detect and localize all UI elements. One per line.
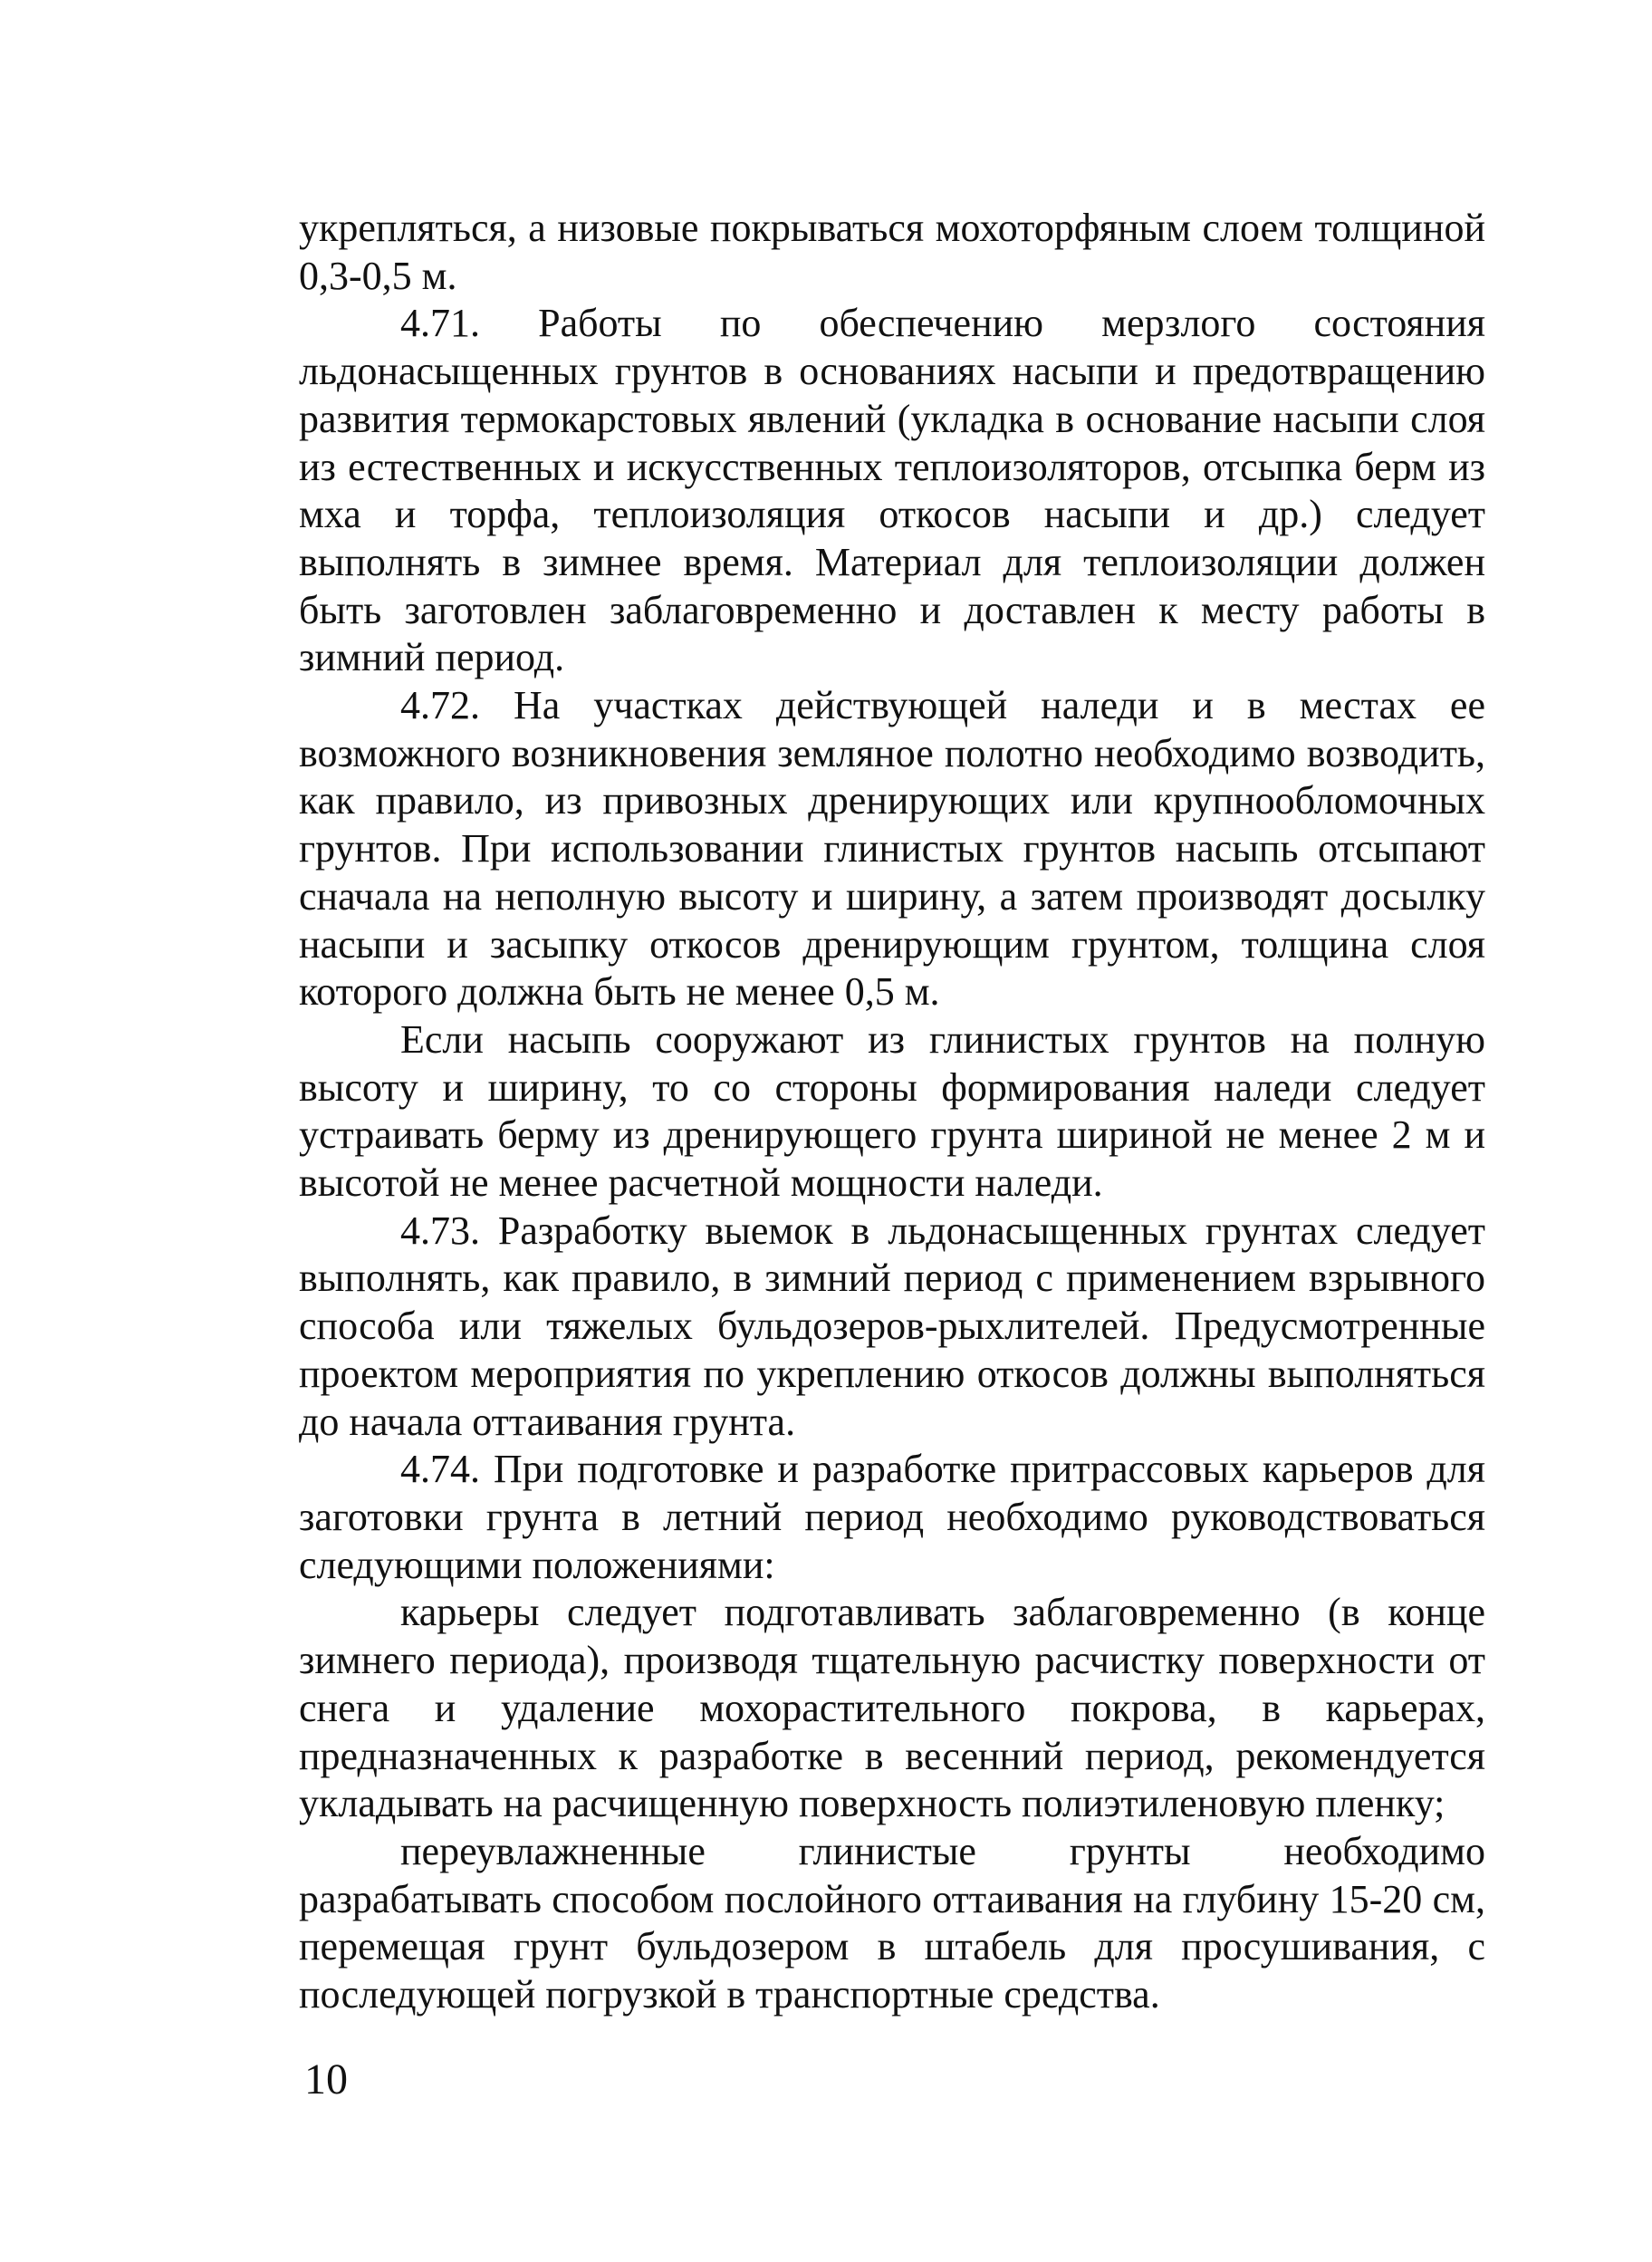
- paragraph-4-71: 4.71. Работы по обеспечению мерзлого состояния льдонасыщенных грунтов в основаниях насыпи и предотвращению развития термокарстовых явлений (укладка в основание насыпи слоя из естественных и искусственных теплоизоляторов, отсыпка берм из мха и торфа, теплоизоляция откосов насыпи и др.) следует выполнять в зимнее время. Материал для теплоизоляции должен быть заготовлен заблаговременно и доставлен к месту работы в зимний период.: [299, 301, 1485, 680]
- paragraph-berm: Если насыпь сооружают из глинистых грунтов на полную высоту и ширину, то со стороны формирования наледи следует устраивать берму из дренирующего грунта шириной не менее 2 м и высотой не менее расчетной мощности наледи.: [299, 1016, 1485, 1206]
- page-number: 10: [304, 2055, 348, 2103]
- paragraph-continuation: укрепляться, а низовые покрываться мохоторфяным слоем толщиной 0,3-0,5 м.: [299, 206, 1485, 298]
- paragraph-4-73: 4.73. Разработку выемок в льдонасыщенных грунтах следует выполнять, как правило, в зимний период с применением взрывного способа или тяжелых бульдозеров-рыхлителей. Предусмотренные проектом мероприятия по укреплению откосов должны выполняться до начала оттаивания грунта.: [299, 1208, 1485, 1444]
- paragraph-4-74: 4.74. При подготовке и разработке притрассовых карьеров для заготовки грунта в летний период необходимо руководствоваться следующими положениями:: [299, 1447, 1485, 1587]
- paragraph-list-item-quarries: карьеры следует подготавливать заблаговременно (в конце зимнего периода), производя тщательную расчистку поверхности от снега и удаление мохорастительного покрова, в карьерах, предназначенных к разработке в весенний период, рекомендуется укладывать на расчищенную поверхность полиэтиленовую пленку;: [299, 1590, 1485, 1826]
- document-body: [299, 205, 1485, 2019]
- paragraph-list-item-soils: переувлажненные глинистые грунты необходимо разрабатывать способом послойного оттаивания на глубину 15-20 см, перемещая грунт бульдозером в штабель для просушивания, с последующей погрузкой в транспортные средства.: [299, 1828, 1485, 2017]
- paragraph-4-72: 4.72. На участках действующей наледи и в местах ее возможного возникновения земляное полотно необходимо возводить, как правило, из привозных дренирующих или крупнообломочных грунтов. При использовании глинистых грунтов насыпь отсыпают сначала на неполную высоту и ширину, а затем производят досылку насыпи и засыпку откосов дренирующим грунтом, толщина слоя которого должна быть не менее 0,5 м.: [299, 683, 1485, 1015]
